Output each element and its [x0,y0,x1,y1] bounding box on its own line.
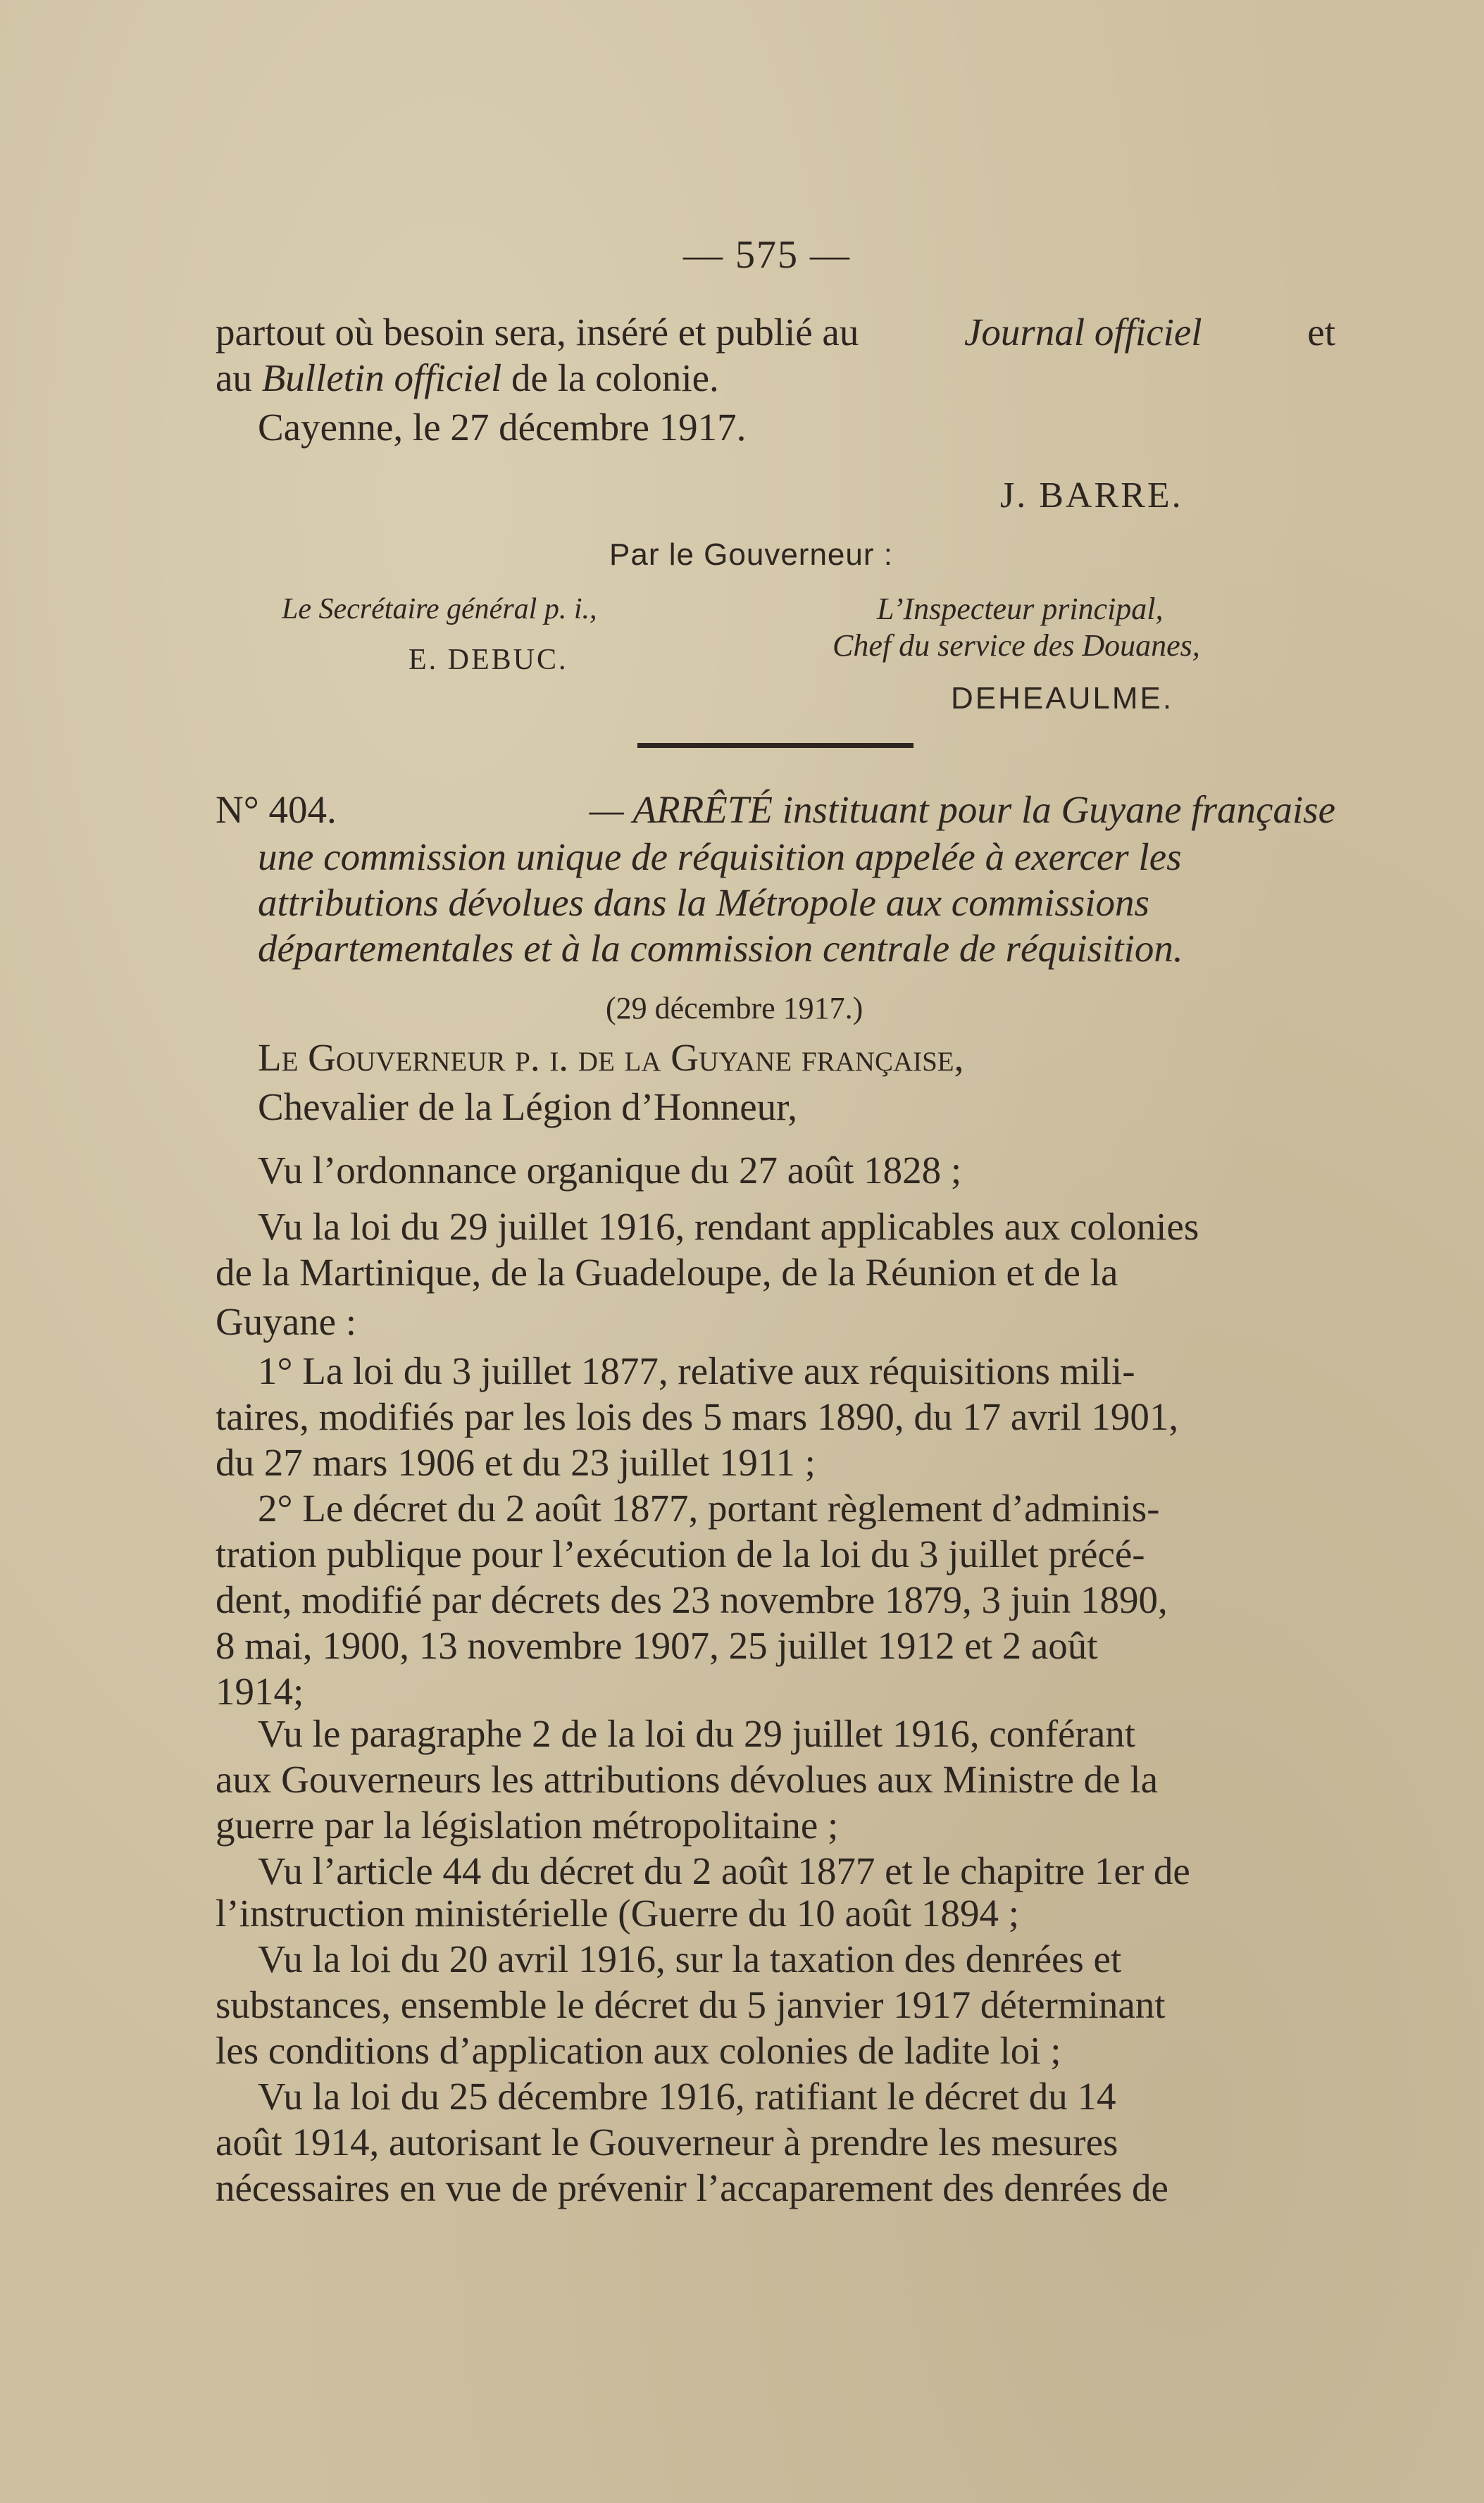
place-date: Cayenne, le 27 décembre 1917. [258,406,747,449]
body-line-23: Vu la loi du 25 décembre 1916, ratifiant le décret du 14 [258,2075,1116,2118]
chef-douanes-title: Chef du service des Douanes, [833,628,1200,663]
inspecteur-title: L’Inspecteur principal, [877,592,1164,626]
inspecteur-name: DEHEAULME. [951,681,1174,716]
intro-line-2-c: de la colonie. [511,356,719,399]
decree-title-line-4: départementales et à la commission centrale de réquisition. [258,927,1183,970]
body-line-20: Vu la loi du 20 avril 1916, sur la taxation des denrées et [258,1937,1122,1980]
decree-number: N° 404. [216,788,337,831]
secretaire-general-title: Le Secrétaire général p. i., [282,593,597,625]
intro-line-2-a: au [216,356,252,399]
intro-line-2 [216,356,719,401]
body-line-03: Vu l’ordonnance organique du 27 août 1828 ; [258,1149,962,1192]
body-line-24: août 1914, autorisant le Gouverneur à prendre les mesures [216,2121,1118,2164]
decree-title-line-3: attributions dévolues dans la Métropole aux commissions [258,881,1149,924]
body-line-10: 2° Le décret du 2 août 1877, portant règlement d’adminis- [258,1487,1160,1530]
body-line-05: de la Martinique, de la Guadeloupe, de la Réunion et de la [216,1251,1118,1294]
body-line-16: aux Gouverneurs les attributions dévolues aux Ministre de la [216,1758,1159,1801]
body-line-14: 1914; [216,1670,304,1713]
body-line-04: Vu la loi du 29 juillet 1916, rendant applicables aux colonies [258,1205,1199,1248]
body-line-07: 1° La loi du 3 juillet 1877, relative aux réquisitions mili- [258,1349,1135,1392]
signatory-barre: J. BARRE. [1000,475,1183,516]
le-gouverneur: Le Gouverneur p. i. de la Guyane française, [258,1036,964,1079]
body-line-01 [258,1035,964,1080]
intro-line-1-end: et [1307,311,1335,354]
body-line-11: tration publique pour l’exécution de la loi du 3 juillet précé- [216,1533,1145,1575]
decree-title-line-2 [258,835,1335,880]
intro-line-1-text: partout où besoin sera, inséré et publié au [216,311,859,354]
body-line-22: les conditions d’application aux colonies de ladite loi ; [216,2029,1061,2072]
bulletin-officiel: Bulletin officiel [261,356,502,399]
page-number: — 575 — [683,233,851,277]
body-line-19: l’instruction ministérielle (Guerre du 10 août 1894 ; [216,1892,1019,1935]
body-line-18: Vu l’article 44 du décret du 2 août 1877 et le chapitre 1er de [258,1849,1190,1892]
decree-title-1: — ARRÊTÉ instituant pour la Guyane française [589,788,1335,831]
decree-title-line-1 [216,787,1335,832]
body-line-12: dent, modifié par décrets des 23 novembre 1879, 3 juin 1890, [216,1578,1168,1621]
body-line-13: 8 mai, 1900, 13 novembre 1907, 25 juillet 1912 et 2 août [216,1624,1098,1667]
body-line-08: taires, modifiés par les lois des 5 mars 1890, du 17 avril 1901, [216,1395,1179,1438]
secretaire-general-name: E. DEBUC. [409,644,568,676]
body-line-06: Guyane : [216,1300,357,1343]
body-line-17: guerre par la législation métropolitaine ; [216,1804,839,1847]
par-le-gouverneur: Par le Gouverneur : [609,537,893,572]
body-line-25: nécessaires en vue de prévenir l’accaparement des denrées de [216,2166,1168,2209]
decree-title-2: une commission unique de réquisition appelée à exercer les [258,835,1182,878]
body-line-09: du 27 mars 1906 et du 23 juillet 1911 ; [216,1441,816,1484]
decree-date: (29 décembre 1917.) [606,991,863,1025]
body-line-02: Chevalier de la Légion d’Honneur, [258,1085,797,1128]
body-line-15: Vu le paragraphe 2 de la loi du 29 juillet 1916, conférant [258,1712,1136,1755]
body-line-21: substances, ensemble le décret du 5 janvier 1917 déterminant [216,1983,1166,2026]
intro-line-1 [216,310,1335,355]
section-divider [637,743,914,748]
journal-officiel: Journal officiel [964,311,1202,354]
